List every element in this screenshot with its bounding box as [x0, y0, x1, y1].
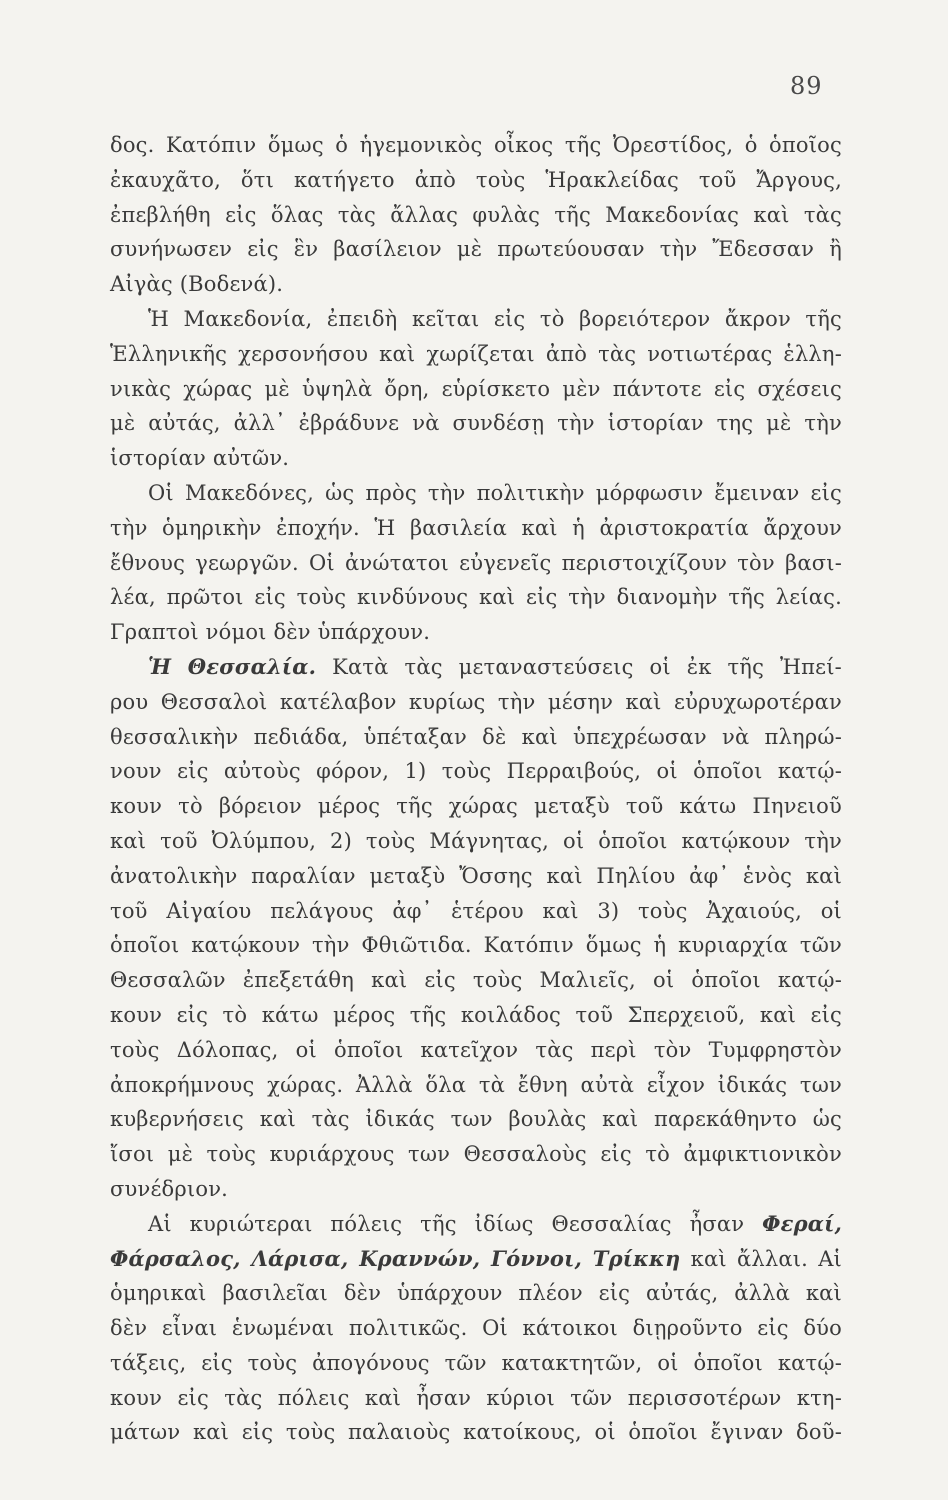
text-line: τάξεις, εἰς τοὺς ἀπογόνους τῶν κατακτητῶν, οἱ ὁποῖοι κατῴ- — [110, 1350, 842, 1375]
text-line-mixed — [110, 1242, 842, 1277]
text-line: ὁμηρικαὶ βασιλεῖαι δὲν ὑπάρχουν πλέον εἰς αὐτάς, ἀλλὰ καὶ — [110, 1281, 842, 1306]
italic-heading: Ἡ Θεσσαλία. — [148, 653, 317, 679]
text-line: ὁποῖοι κατῴκουν τὴν Φθιῶτιδα. Κατόπιν ὅμως ἡ κυριαρχία τῶν — [110, 933, 842, 958]
text-line: δὲν εἶναι ἑνωμέναι πολιτικῶς. Οἱ κάτοικοι διῃροῦντο εἰς δύο — [110, 1316, 842, 1341]
text-line: νουν εἰς αὐτοὺς φόρον, 1) τοὺς Περραιβούς, οἱ ὁποῖοι κατῴ- — [110, 759, 842, 784]
text-line: Οἱ Μακεδόνες, ὡς πρὸς τὴν πολιτικὴν μόρφωσιν ἔμειναν εἰς — [148, 480, 842, 505]
text-line: ἴσοι μὲ τοὺς κυριάρχους των Θεσσαλοὺς εἰς τὸ ἀμφικτιονικὸν — [110, 1142, 842, 1167]
text-line: κουν εἰς τὸ κάτω μέρος τῆς κοιλάδος τοῦ Σπερχειοῦ, καὶ εἰς — [110, 1002, 842, 1027]
text-line: συνήνωσεν εἰς ἓν βασίλειον μὲ πρωτεύουσαν τὴν Ἔδεσσαν ἢ — [110, 237, 842, 262]
text-line: θεσσαλικὴν πεδιάδα, ὑπέταξαν δὲ καὶ ὑπεχρέωσαν νὰ πληρώ- — [110, 724, 842, 749]
text-line: Ἑλληνικῆς χερσονήσου καὶ χωρίζεται ἀπὸ τὰς νοτιωτέρας ἑλλη- — [110, 341, 842, 366]
text-line: ἱστορίαν αὐτῶν. — [110, 446, 290, 471]
page-number: 89 — [790, 72, 823, 100]
text-line: Θεσσαλῶν ἐπεξετάθη καὶ εἰς τοὺς Μαλιεῖς, οἱ ὁποῖοι κατῴ- — [110, 968, 842, 993]
text-line: κυβερνήσεις καὶ τὰς ἰδικάς των βουλὰς καὶ παρεκάθηντο ὡς — [110, 1107, 842, 1132]
text-line: δος. Κατόπιν ὅμως ὁ ἡγεμονικὸς οἶκος τῆς Ὀρεστίδος, ὁ ὁποῖος — [110, 133, 842, 157]
text-line: Ἡ Μακεδονία, ἐπειδὴ κεῖται εἰς τὸ βορειότερον ἄκρον τῆς — [148, 306, 842, 331]
text-line: λέα, πρῶτοι εἰς τοὺς κινδύνους καὶ εἰς τὴν διανομὴν τῆς λείας. — [110, 585, 842, 610]
text-line: μὲ αὐτάς, ἀλλ᾽ ἐβράδυνε νὰ συνδέσῃ τὴν ἱστορίαν της μὲ τὴν — [110, 411, 842, 436]
text-line-mixed — [110, 650, 842, 685]
text-line-mixed — [110, 1207, 842, 1242]
text-line: ἐπεβλήθη εἰς ὅλας τὰς ἄλλας φυλὰς τῆς Μακεδονίας καὶ τὰς — [110, 202, 842, 227]
text-line: τοὺς Δόλοπας, οἱ ὁποῖοι κατεῖχον τὰς περὶ τὸν Τυμφρηστὸν — [110, 1037, 842, 1062]
text-line: νικὰς χώρας μὲ ὑψηλὰ ὄρη, εὑρίσκετο μὲν πάντοτε εἰς σχέσεις — [110, 376, 842, 401]
text-line: ἐκαυχᾶτο, ὅτι κατήγετο ἀπὸ τοὺς Ἡρακλείδας τοῦ Ἄργους, — [110, 167, 842, 192]
text-line: Αἰγὰς (Βοδενά). — [110, 272, 284, 297]
text-line: συνέδριον. — [110, 1176, 229, 1201]
text-line: κουν τὸ βόρειον μέρος τῆς χώρας μεταξὺ τοῦ κάτω Πηνειοῦ — [110, 794, 842, 819]
body-text — [110, 128, 842, 1450]
text-line: μάτων καὶ εἰς τοὺς παλαιοὺς κατοίκους, οἱ ὁποῖοι ἔγιναν δοῦ- — [110, 1420, 842, 1445]
text-span: Αἱ κυριώτεραι πόλεις τῆς ἰδίως Θεσσαλίας ἦσαν — [148, 1211, 745, 1236]
italic-place-names: Φάρσαλος, Λάρισα, Κραννών, Γόννοι, Τρίκκη — [110, 1245, 681, 1271]
text-line: ρου Θεσσαλοὶ κατέλαβον κυρίως τὴν μέσην καὶ εὐρυχωροτέραν — [110, 689, 842, 714]
text-line: ἀποκρήμνους χώρας. Ἀλλὰ ὅλα τὰ ἔθνη αὐτὰ εἶχον ἰδικάς των — [110, 1072, 842, 1097]
text-line: τοῦ Αἰγαίου πελάγους ἀφ᾽ ἑτέρου καὶ 3) τοὺς Ἀχαιούς, οἱ — [110, 898, 842, 923]
text-line: κουν εἰς τὰς πόλεις καὶ ἦσαν κύριοι τῶν περισσοτέρων κτη- — [110, 1385, 842, 1410]
text-line: ἔθνους γεωργῶν. Οἱ ἀνώτατοι εὐγενεῖς περιστοιχίζουν τὸν βασι- — [110, 550, 842, 575]
text-line: Γραπτοὶ νόμοι δὲν ὑπάρχουν. — [110, 620, 431, 645]
text-span: Κατὰ τὰς μεταναστεύσεις οἱ ἐκ τῆς Ἠπεί- — [316, 654, 842, 679]
text-line: καὶ τοῦ Ὀλύμπου, 2) τοὺς Μάγνητας, οἱ ὁποῖοι κατῴκουν τὴν — [110, 828, 842, 853]
text-span: καὶ ἄλλαι. Αἱ — [680, 1246, 842, 1271]
italic-place-name: Φεραί, — [762, 1210, 842, 1236]
text-line: ἀνατολικὴν παραλίαν μεταξὺ Ὄσσης καὶ Πηλίου ἀφ᾽ ἑνὸς καὶ — [110, 863, 842, 888]
text-line: τὴν ὁμηρικὴν ἐποχήν. Ἡ βασιλεία καὶ ἡ ἀριστοκρατία ἄρχουν — [110, 515, 842, 540]
